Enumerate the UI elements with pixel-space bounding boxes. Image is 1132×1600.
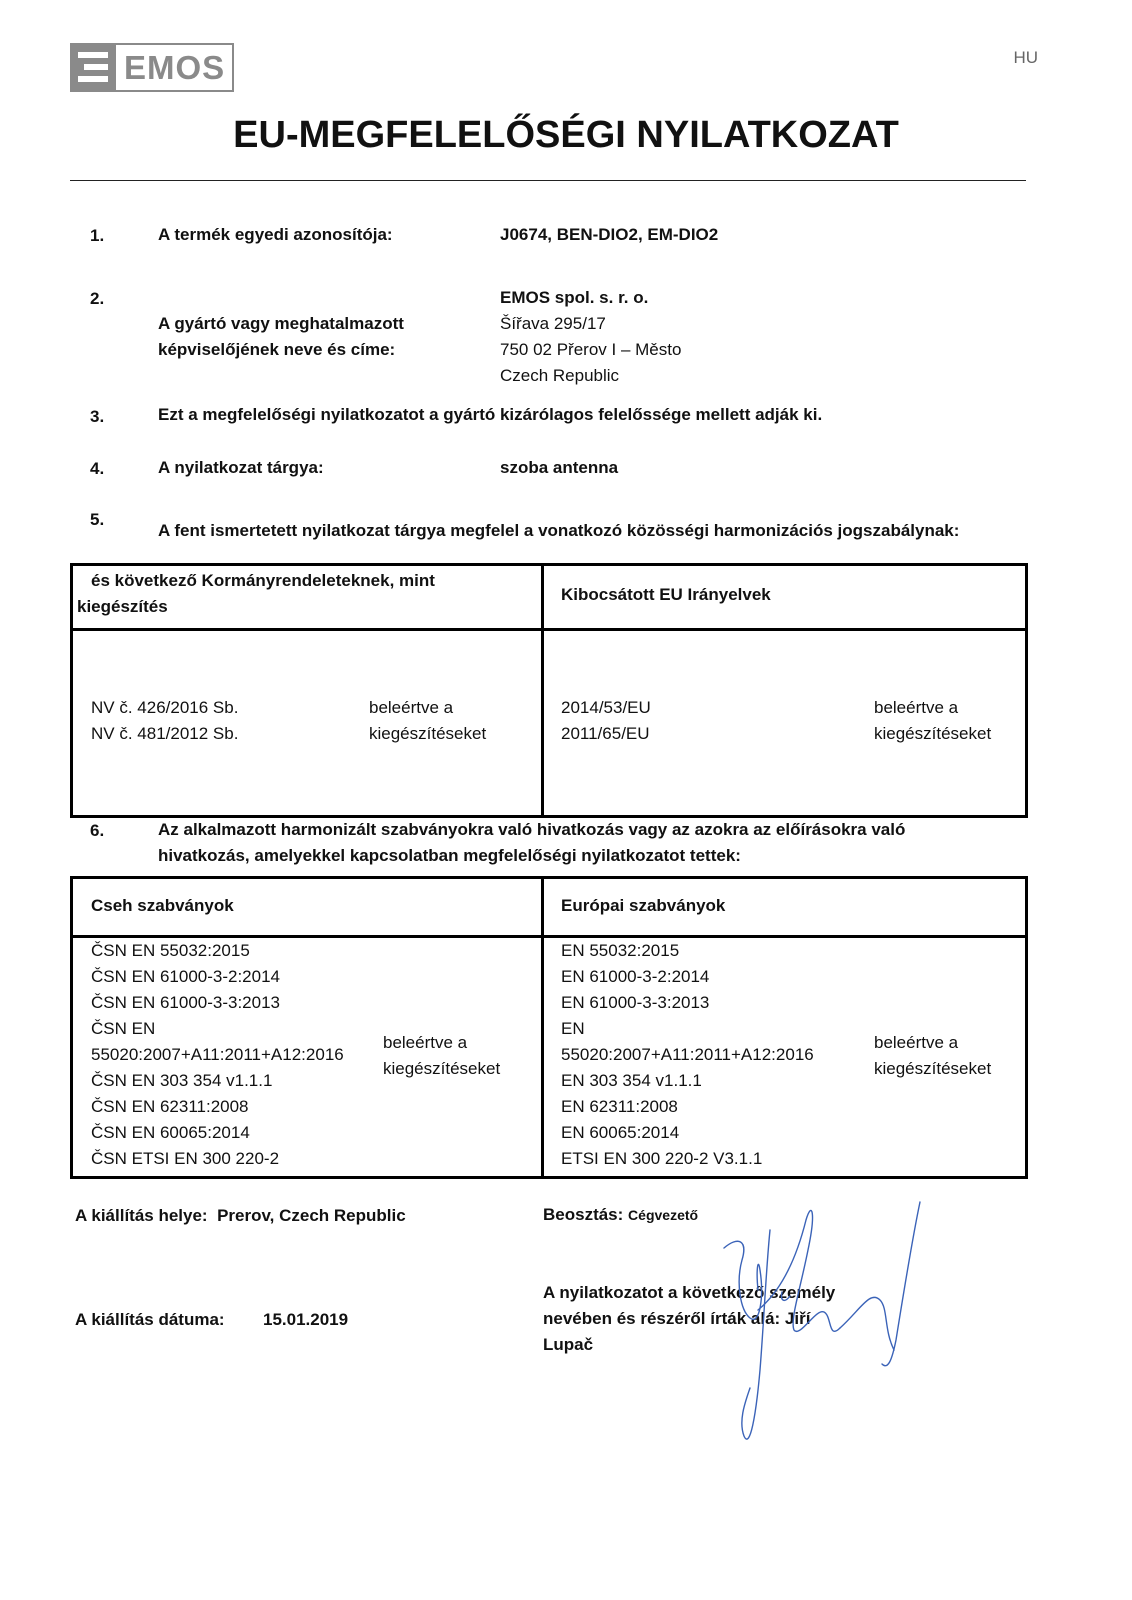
european-standard: EN 61000-3-2:2014: [561, 967, 710, 986]
regulations-table: [70, 563, 1028, 818]
signatory-line2: nevében és részéről írták alá: Jiří: [543, 1309, 811, 1328]
signature-icon: [720, 1200, 940, 1460]
signatory-line1: A nyilatkozatot a következő személy: [543, 1283, 836, 1302]
table2-right-note-line2: kiegészítéseket: [874, 1059, 992, 1078]
table1-left-note-line1: beleértve a: [369, 698, 454, 717]
logo-mark-icon: [70, 43, 116, 92]
table2-right-note-line1: beleértve a: [874, 1033, 959, 1052]
page-title: EU-MEGFELELŐSÉGI NYILATKOZAT: [233, 114, 899, 156]
european-standard: EN: [561, 1019, 585, 1038]
european-standard: EN 55032:2015: [561, 941, 680, 960]
section-2-number: 2.: [90, 289, 105, 308]
standards-table: [70, 876, 1028, 1179]
section-6-number: 6.: [90, 821, 105, 840]
czech-standard: ČSN EN: [91, 1019, 156, 1038]
czech-standard: ČSN EN 62311:2008: [91, 1097, 249, 1116]
issue-place-label: A kiállítás helye:: [75, 1206, 208, 1225]
position-value: Cégvezető: [628, 1207, 699, 1223]
table2-left-header: Cseh szabványok: [91, 896, 234, 915]
signatory-line3: Lupač: [543, 1335, 594, 1354]
table1-left-note-line2: kiegészítéseket: [369, 724, 487, 743]
table1-left-header-line2: kiegészítés: [77, 597, 168, 616]
section-4-label: A nyilatkozat tárgya:: [158, 458, 324, 477]
section-5-number: 5.: [90, 510, 105, 529]
czech-standard: ČSN EN 61000-3-2:2014: [91, 967, 281, 986]
declaration-subject: szoba antenna: [500, 458, 619, 477]
european-standard: EN 303 354 v1.1.1: [561, 1071, 702, 1090]
issue-place: [75, 1203, 406, 1229]
table2-right-header: Európai szabványok: [561, 896, 726, 915]
issue-date-value: 15.01.2019: [263, 1310, 349, 1329]
table2-left-note-line1: beleértve a: [383, 1033, 468, 1052]
czech-standard: ČSN EN 60065:2014: [91, 1123, 250, 1142]
manufacturer-name: EMOS spol. s. r. o.: [500, 288, 649, 307]
european-standard: EN 61000-3-3:2013: [561, 993, 710, 1012]
section-4-number: 4.: [90, 459, 105, 478]
czech-standard: ČSN EN 303 354 v1.1.1: [91, 1071, 273, 1090]
european-standard: EN 60065:2014: [561, 1123, 680, 1142]
table1-right-header: Kibocsátott EU Irányelvek: [561, 585, 771, 604]
government-decree: NV č. 426/2016 Sb.: [91, 698, 239, 717]
emos-logo: [70, 43, 234, 92]
section-2-label-line2: képviselőjének neve és címe:: [158, 340, 396, 359]
section-6-text-line2: hivatkozás, amelyekkel kapcsolatban megfelelőségi nyilatkozatot tettek:: [158, 846, 741, 865]
government-decree: NV č. 481/2012 Sb.: [91, 724, 239, 743]
czech-standard: ČSN EN 61000-3-3:2013: [91, 993, 281, 1012]
section-1-number: 1.: [90, 226, 105, 245]
language-code: HU: [1013, 48, 1038, 67]
section-1-label: A termék egyedi azonosítója:: [158, 225, 393, 244]
european-standard: ETSI EN 300 220-2 V3.1.1: [561, 1149, 763, 1168]
issue-place-value: Prerov, Czech Republic: [217, 1206, 406, 1225]
section-5-text: A fent ismertetett nyilatkozat tárgya megfelel a vonatkozó közösségi harmonizációs jogszabálynak:: [158, 521, 960, 540]
manufacturer-country: Czech Republic: [500, 366, 620, 385]
logo-text: EMOS: [124, 49, 226, 86]
manufacturer-city: 750 02 Přerov I – Město: [500, 340, 682, 359]
manufacturer-street: Šířava 295/17: [500, 314, 606, 333]
table1-left-header-line1: és következő Kormányrendeleteknek, mint: [91, 571, 435, 590]
table1-right-note-line2: kiegészítéseket: [874, 724, 992, 743]
czech-standard: ČSN ETSI EN 300 220-2: [91, 1149, 280, 1168]
section-3-text: Ezt a megfelelőségi nyilatkozatot a gyártó kizárólagos felelőssége mellett adják ki.: [158, 405, 823, 424]
table2-left-note-line2: kiegészítéseket: [383, 1059, 501, 1078]
european-standard: EN 62311:2008: [561, 1097, 678, 1116]
section-6-text-line1: Az alkalmazott harmonizált szabványokra való hivatkozás vagy az azokra az előírásokra való: [158, 820, 906, 839]
eu-directive: 2011/65/EU: [561, 724, 650, 743]
czech-standard: 55020:2007+A11:2011+A12:2016: [91, 1045, 344, 1064]
position: [543, 1202, 698, 1228]
issue-date-label: A kiállítás dátuma:: [75, 1310, 225, 1329]
section-2-label-line1: A gyártó vagy meghatalmazott: [158, 314, 404, 333]
european-standard: 55020:2007+A11:2011+A12:2016: [561, 1045, 814, 1064]
product-id: J0674, BEN-DIO2, EM-DIO2: [500, 225, 719, 244]
table1-right-note-line1: beleértve a: [874, 698, 959, 717]
czech-standard: ČSN EN 55032:2015: [91, 941, 250, 960]
position-label: Beosztás:: [543, 1205, 624, 1224]
section-3-number: 3.: [90, 407, 105, 426]
eu-directive: 2014/53/EU: [561, 698, 651, 717]
title-divider: [70, 180, 1026, 181]
